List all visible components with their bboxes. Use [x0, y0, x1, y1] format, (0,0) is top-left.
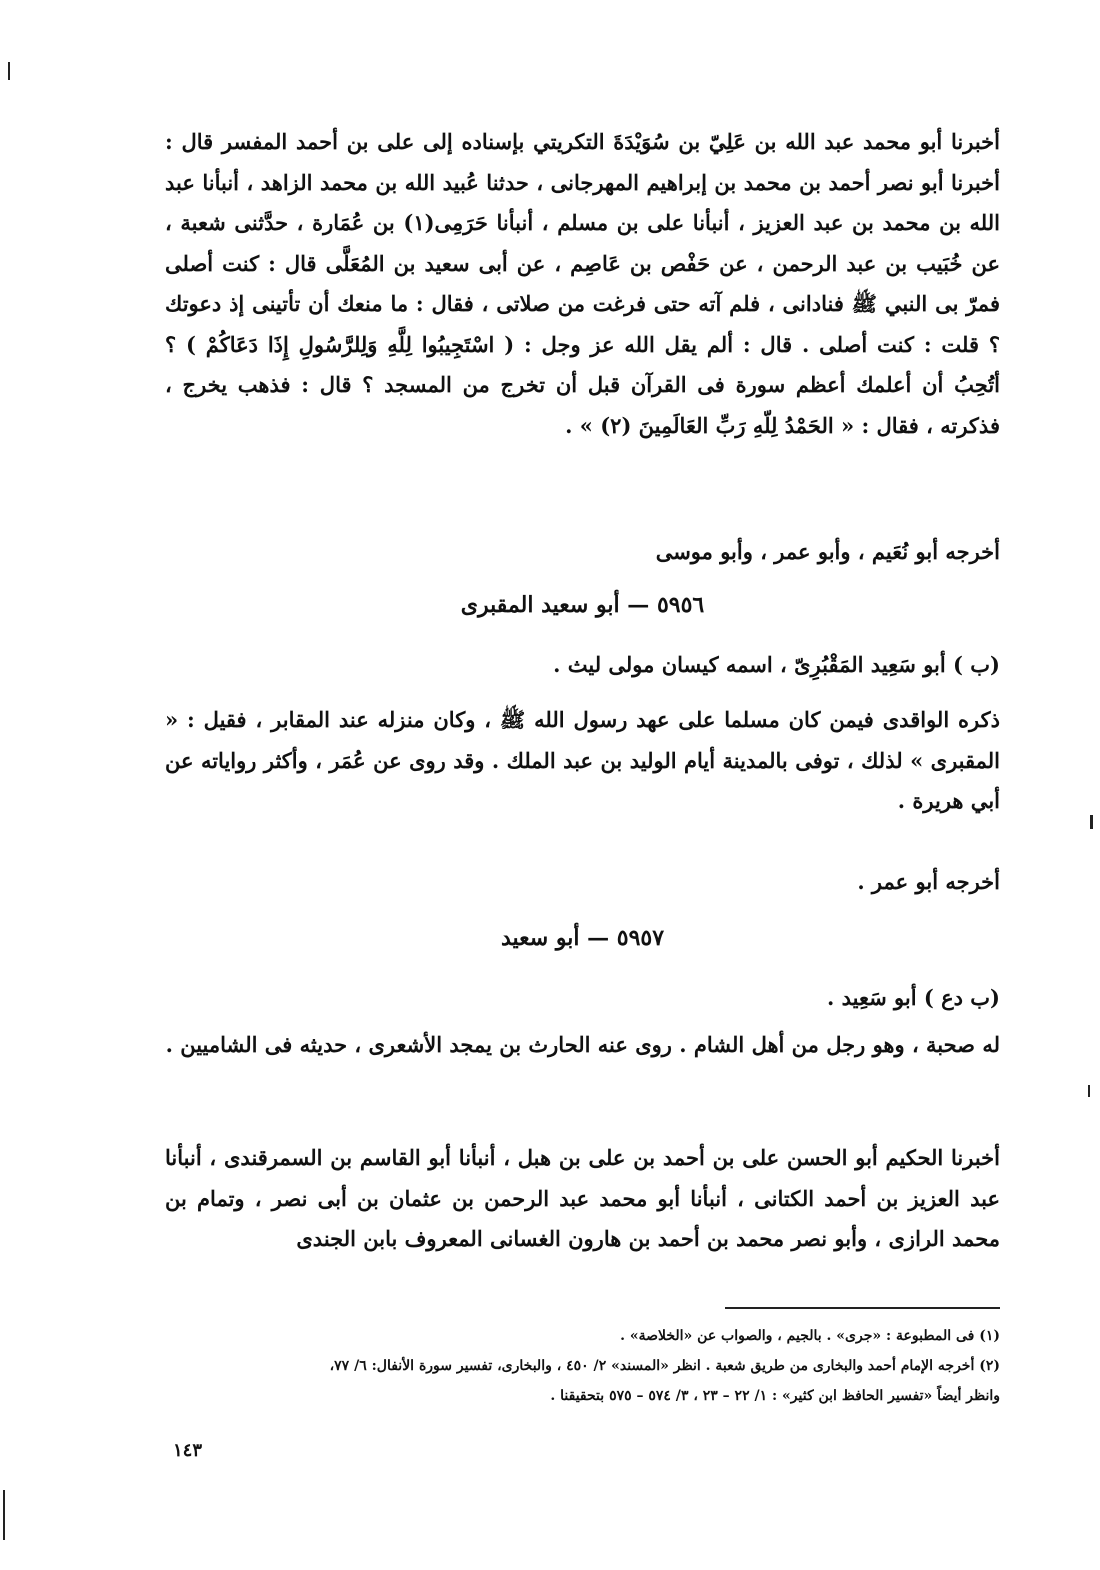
paragraph-isnad-1: أخبرنا أبو محمد عبد الله بن عَلِيّ بن سُوَيْدَةَ التكريتي بإسناده إلى على بن أحمد المفسر قال : أخبرنا أبو نصر أحمد بن محمد بن إبراهيم المهرجانى ، حدثنا عُبيد الله بن محمد الزاهد ، أنبأنا عبد الله بن محمد بن عبد العزيز ، أنبأنا على بن مسلم ، أنبأنا حَرَمِى(١) بن عُمَارة ، حدَّثنى شعبة ، عن خُبَيب بن عبد الرحمن ، عن حَفْص بن عَاصِم ، عن أبى سعيد بن المُعَلَّى قال : كنت أصلى فمرّ بى النبي ﷺ فنادانى ، فلم آته حتى فرغت من صلاتى ، فقال : ما منعك أن تأتينى إذ دعوتك ؟ قلت : كنت أصلى . قال : ألم يقل الله عز وجل : ( اسْتَجِيبُوا لِلَّهِ وَلِلرَّسُولِ إِذَا دَعَاكُمْ ) ؟ أتُحِبُ أن أعلمك أعظم سورة فى القرآن قبل أن تخرج من المسجد ؟ قال : فذهب يخرج ، فذكرته ، فقال : « الحَمْدُ لِلّهِ رَبِّ العَالَمِينَ (٢) » . — [165, 129, 1001, 438]
margin-mark — [1090, 815, 1093, 829]
entry-heading-5957: ٥٩٥٧ — أبو سعيد — [500, 925, 665, 951]
page-number: ١٤٣ — [173, 1440, 203, 1461]
paragraph-entry-body-5956: ذكره الواقدى فيمن كان مسلما على عهد رسول الله ﷺ ، وكان منزله عند المقابر ، فقيل : « المقبرى » لذلك ، توفى بالمدينة أيام الوليد بن عبد الملك . وقد روى عن عُمَر ، وأكثر رواياته عن أبي هريرة . — [165, 707, 1000, 813]
paragraph-takhrij-1: أخرجه أبو نُعَيم ، وأبو عمر ، وأبو موسى — [655, 539, 1000, 564]
footnote-1: (١) فى المطبوعة : «جرى» . بالجيم ، والصواب عن «الخلاصة» . — [620, 1328, 1000, 1344]
footnote-2-continued: وانظر أيضاً «تفسير الحافظ ابن كثير» : ١/ ٢٢ – ٢٣ ، ٣/ ٥٧٤ – ٥٧٥ بتحقيقنا . — [550, 1388, 1000, 1404]
paragraph-entry-intro-5957: (ب دع ) أبو سَعِيد . — [826, 985, 1000, 1010]
entry-heading-5956: ٥٩٥٦ — أبو سعيد المقبرى — [460, 592, 705, 618]
paragraph-isnad-2: أخبرنا الحكيم أبو الحسن على بن أحمد بن على بن هبل ، أنبأنا أبو القاسم بن السمرقندى ، أنبأنا عبد العزيز بن أحمد الكتانى ، أنبأنا أبو محمد عبد الرحمن بن عثمان بن أبى نصر ، وتمام بن محمد الرازى ، وأبو نصر محمد بن أحمد بن هارون الغسانى المعروف بابن الجندى — [165, 1145, 1000, 1251]
margin-mark — [3, 1490, 5, 1540]
margin-mark — [1088, 1085, 1090, 1097]
paragraph-takhrij-2: أخرجه أبو عمر . — [857, 869, 1000, 894]
footnote-2: (٢) أخرجه الإمام أحمد والبخارى من طريق شعبة . انظر «المسند» ٢/ ٤٥٠ ، والبخارى، تفسير سورة الأنفال: ٦/ ٧٧، — [329, 1358, 1000, 1374]
footnote-separator — [725, 1307, 1000, 1309]
margin-mark — [8, 62, 10, 80]
paragraph-entry-body-5957: له صحبة ، وهو رجل من أهل الشام . روى عنه الحارث بن يمجد الأشعرى ، حديثه فى الشاميين . — [165, 1032, 1000, 1057]
paragraph-entry-intro-5956: (ب ) أبو سَعِيد المَقْبُرِىّ ، اسمه كيسان مولى ليث . — [553, 652, 1000, 677]
